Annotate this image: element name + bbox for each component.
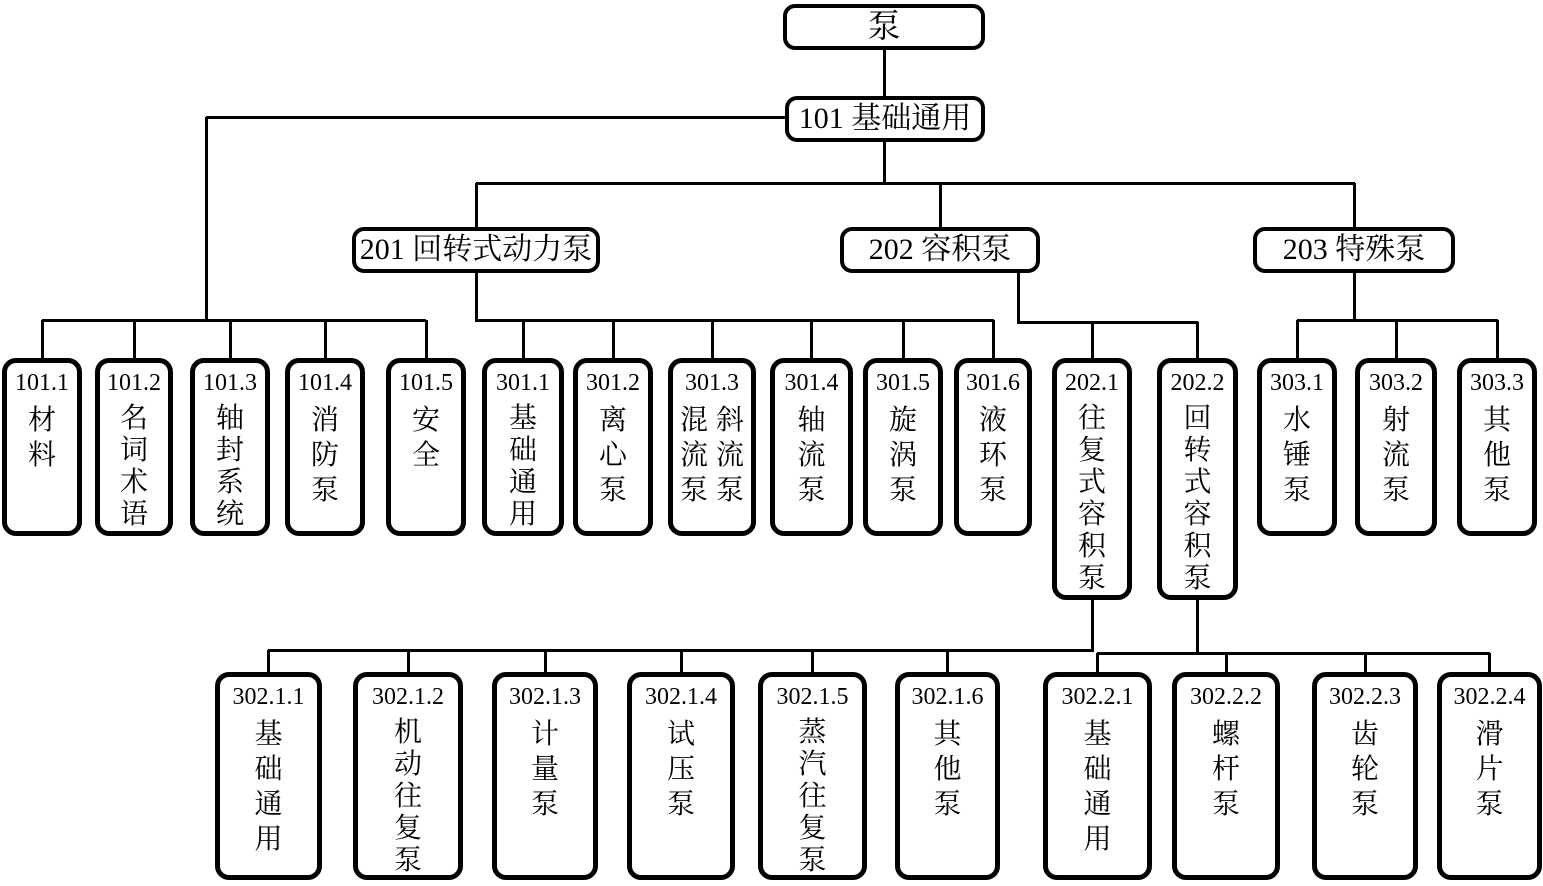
vertical-label: [1212, 717, 1240, 822]
connector-line: [1091, 322, 1094, 360]
node-code: 302.1.3: [509, 684, 581, 710]
vertical-label: [1382, 403, 1410, 508]
node-101.5: [386, 358, 466, 536]
connector-line: [476, 182, 1355, 185]
node-code: 202.1: [1065, 370, 1119, 396]
connector-line: [1488, 653, 1491, 674]
vertical-label-column: 材 料: [27, 405, 56, 471]
connector-line: [1296, 320, 1299, 360]
node-code: 302.2.4: [1453, 684, 1526, 710]
connector-line: [946, 650, 949, 674]
vertical-label-column: 试 压 泵: [666, 719, 695, 820]
node-label: 泵: [867, 8, 901, 45]
node-302.2.3: [1312, 672, 1418, 880]
connector-line: [1196, 600, 1199, 655]
node-203: [1253, 227, 1455, 273]
connector-line: [1364, 653, 1367, 674]
connector-line: [42, 319, 426, 322]
vertical-label: [216, 403, 244, 531]
node-code: 301.1: [496, 370, 550, 396]
vertical-label: [889, 403, 917, 508]
connector-line: [544, 650, 547, 674]
vertical-label-column: 齿 轮 泵: [1350, 719, 1379, 820]
node-202.2: [1157, 358, 1238, 600]
vertical-label: [1475, 717, 1503, 822]
node-code: 302.1.6: [911, 684, 984, 710]
connector-line: [1225, 653, 1228, 674]
vertical-label-column: 消 防 泵: [310, 405, 339, 506]
node-101.1: [2, 358, 82, 536]
connector-line: [883, 48, 886, 98]
vertical-label-column: 往 复 式 容 积 泵: [1077, 403, 1106, 594]
node-code: 302.2.1: [1061, 684, 1134, 710]
connector-line: [133, 320, 136, 360]
connector-line: [1353, 183, 1356, 229]
vertical-label-column: 其 他 泵: [1482, 405, 1511, 506]
connector-line: [939, 183, 942, 229]
vertical-label: [509, 403, 537, 531]
vertical-label: [680, 403, 744, 508]
node-code: 302.2.2: [1190, 684, 1262, 710]
vertical-label: [254, 717, 282, 857]
connector-line: [711, 320, 714, 360]
node-302.2.2: [1172, 672, 1280, 880]
node-code: 302.1.5: [776, 684, 849, 710]
connector-line: [206, 116, 785, 119]
node-code: 101.2: [107, 370, 161, 396]
vertical-label-column: 轴 流 泵: [797, 405, 826, 506]
connector-line: [1196, 322, 1199, 360]
node-label: 203 特殊泵: [1282, 233, 1426, 266]
connector-line: [902, 320, 905, 360]
vertical-label: [412, 403, 440, 473]
vertical-label-column: 机 动 往 复 泵: [393, 717, 422, 876]
vertical-label: [120, 403, 148, 531]
connector-line: [1353, 273, 1356, 322]
node-101.4: [285, 358, 365, 536]
node-code: 101.1: [15, 370, 69, 396]
vertical-label-column: 旋 涡 泵: [888, 405, 917, 506]
connector-line: [522, 320, 525, 360]
vertical-label-column: 液 环 泵: [978, 405, 1007, 506]
vertical-label-column: 射 流 泵: [1381, 405, 1410, 506]
vertical-label: [311, 403, 339, 508]
vertical-label: [797, 403, 825, 508]
vertical-label-column: 基 础 通 用: [508, 403, 537, 530]
vertical-label-column: 名 词 术 语: [119, 403, 148, 530]
connector-line: [475, 183, 478, 229]
vertical-label: [1283, 403, 1311, 508]
node-302.1.3: [492, 672, 598, 880]
node-code: 303.3: [1470, 370, 1524, 396]
node-code: 302.1.2: [372, 684, 444, 710]
vertical-label-column: 回 转 式 容 积 泵: [1183, 403, 1212, 594]
connector-line: [612, 320, 615, 360]
connector-line: [680, 650, 683, 674]
node-101.2: [95, 358, 173, 536]
connector-line: [1091, 600, 1094, 652]
node-code: 101.4: [298, 370, 352, 396]
node-202: [840, 227, 1040, 273]
vertical-label: [1483, 403, 1511, 508]
connector-line: [1395, 320, 1398, 360]
connector-line: [1097, 652, 1490, 655]
connector-line: [1096, 653, 1099, 674]
node-302.1.1: [215, 672, 322, 880]
node-code: 202.2: [1170, 370, 1225, 396]
vertical-label-column: 混 流 泵: [679, 405, 708, 506]
node-code: 301.3: [685, 370, 739, 396]
connector-line: [1017, 273, 1020, 324]
connector-line: [475, 273, 478, 322]
node-label: 202 容积泵: [868, 233, 1012, 266]
connector-line: [229, 320, 232, 360]
vertical-label: [1183, 403, 1211, 595]
connector-line: [810, 320, 813, 360]
vertical-label-column: 离 心 泵: [598, 405, 627, 506]
node-301.1: [482, 358, 564, 536]
vertical-label: [1083, 717, 1111, 857]
connector-line: [324, 320, 327, 360]
node-301.5: [863, 358, 943, 536]
connector-line: [883, 142, 886, 185]
node-301.4: [770, 358, 853, 536]
node-303.3: [1457, 358, 1537, 536]
node-302.1.4: [627, 672, 735, 880]
connector-line: [811, 650, 814, 674]
node-301.3: [668, 358, 756, 536]
node-302.1.2: [353, 672, 463, 880]
node-302.1.6: [895, 672, 1000, 880]
vertical-label: [1351, 717, 1379, 822]
node-101.3: [190, 358, 270, 536]
node-code: 301.6: [966, 370, 1020, 396]
vertical-label: [979, 403, 1007, 508]
node-302.2.1: [1043, 672, 1152, 880]
node-303.2: [1355, 358, 1437, 536]
vertical-label-column: 滑 片 泵: [1475, 719, 1504, 820]
vertical-label-column: 轴 封 系 统: [215, 403, 244, 530]
vertical-label-column: 基 础 通 用: [1083, 719, 1112, 855]
connector-line: [1496, 320, 1499, 360]
node-code: 101.5: [399, 370, 453, 396]
node-code: 101.3: [203, 370, 257, 396]
vertical-label-column: 安 全: [411, 405, 440, 471]
node-label: 201 回转式动力泵: [359, 233, 593, 266]
vertical-label-column: 其 他 泵: [933, 719, 962, 820]
connector-line: [407, 650, 410, 674]
vertical-label: [798, 717, 826, 877]
connector-line: [476, 319, 994, 322]
node-202.1: [1052, 358, 1132, 600]
node-303.1: [1257, 358, 1337, 536]
vertical-label: [933, 717, 961, 822]
node-code: 302.1.4: [645, 684, 717, 710]
node-pump: [783, 4, 985, 50]
connector-line: [267, 650, 270, 674]
connector-line: [41, 320, 44, 360]
node-code: 302.1.1: [232, 684, 305, 710]
node-code: 302.2.3: [1329, 684, 1401, 710]
vertical-label: [531, 717, 559, 822]
node-101: [785, 96, 985, 142]
connector-line: [992, 320, 995, 360]
node-label: 101 基础通用: [798, 102, 972, 135]
node-code: 303.1: [1270, 370, 1324, 396]
node-301.2: [573, 358, 653, 536]
node-code: 301.5: [876, 370, 930, 396]
vertical-label-column: 计 量 泵: [530, 719, 559, 820]
node-302.2.4: [1437, 672, 1542, 880]
connector-line: [205, 117, 208, 322]
vertical-label: [28, 403, 56, 473]
vertical-label: [394, 717, 422, 877]
vertical-label-column: 蒸 汽 往 复 泵: [798, 717, 827, 876]
vertical-label-column: 水 锤 泵: [1282, 405, 1311, 506]
node-201: [352, 227, 600, 273]
vertical-label: [667, 717, 695, 822]
vertical-label-column: 螺 杆 泵: [1211, 719, 1240, 820]
vertical-label: [599, 403, 627, 508]
vertical-label-column: 斜 流 泵: [716, 405, 745, 506]
connector-line: [425, 320, 428, 360]
node-302.1.5: [758, 672, 867, 880]
vertical-label-column: 基 础 通 用: [254, 719, 283, 855]
node-code: 301.2: [586, 370, 640, 396]
connector-line: [1018, 321, 1198, 324]
vertical-label: [1078, 403, 1106, 595]
node-301.6: [954, 358, 1032, 536]
node-code: 303.2: [1369, 370, 1423, 396]
node-code: 301.4: [784, 370, 839, 396]
